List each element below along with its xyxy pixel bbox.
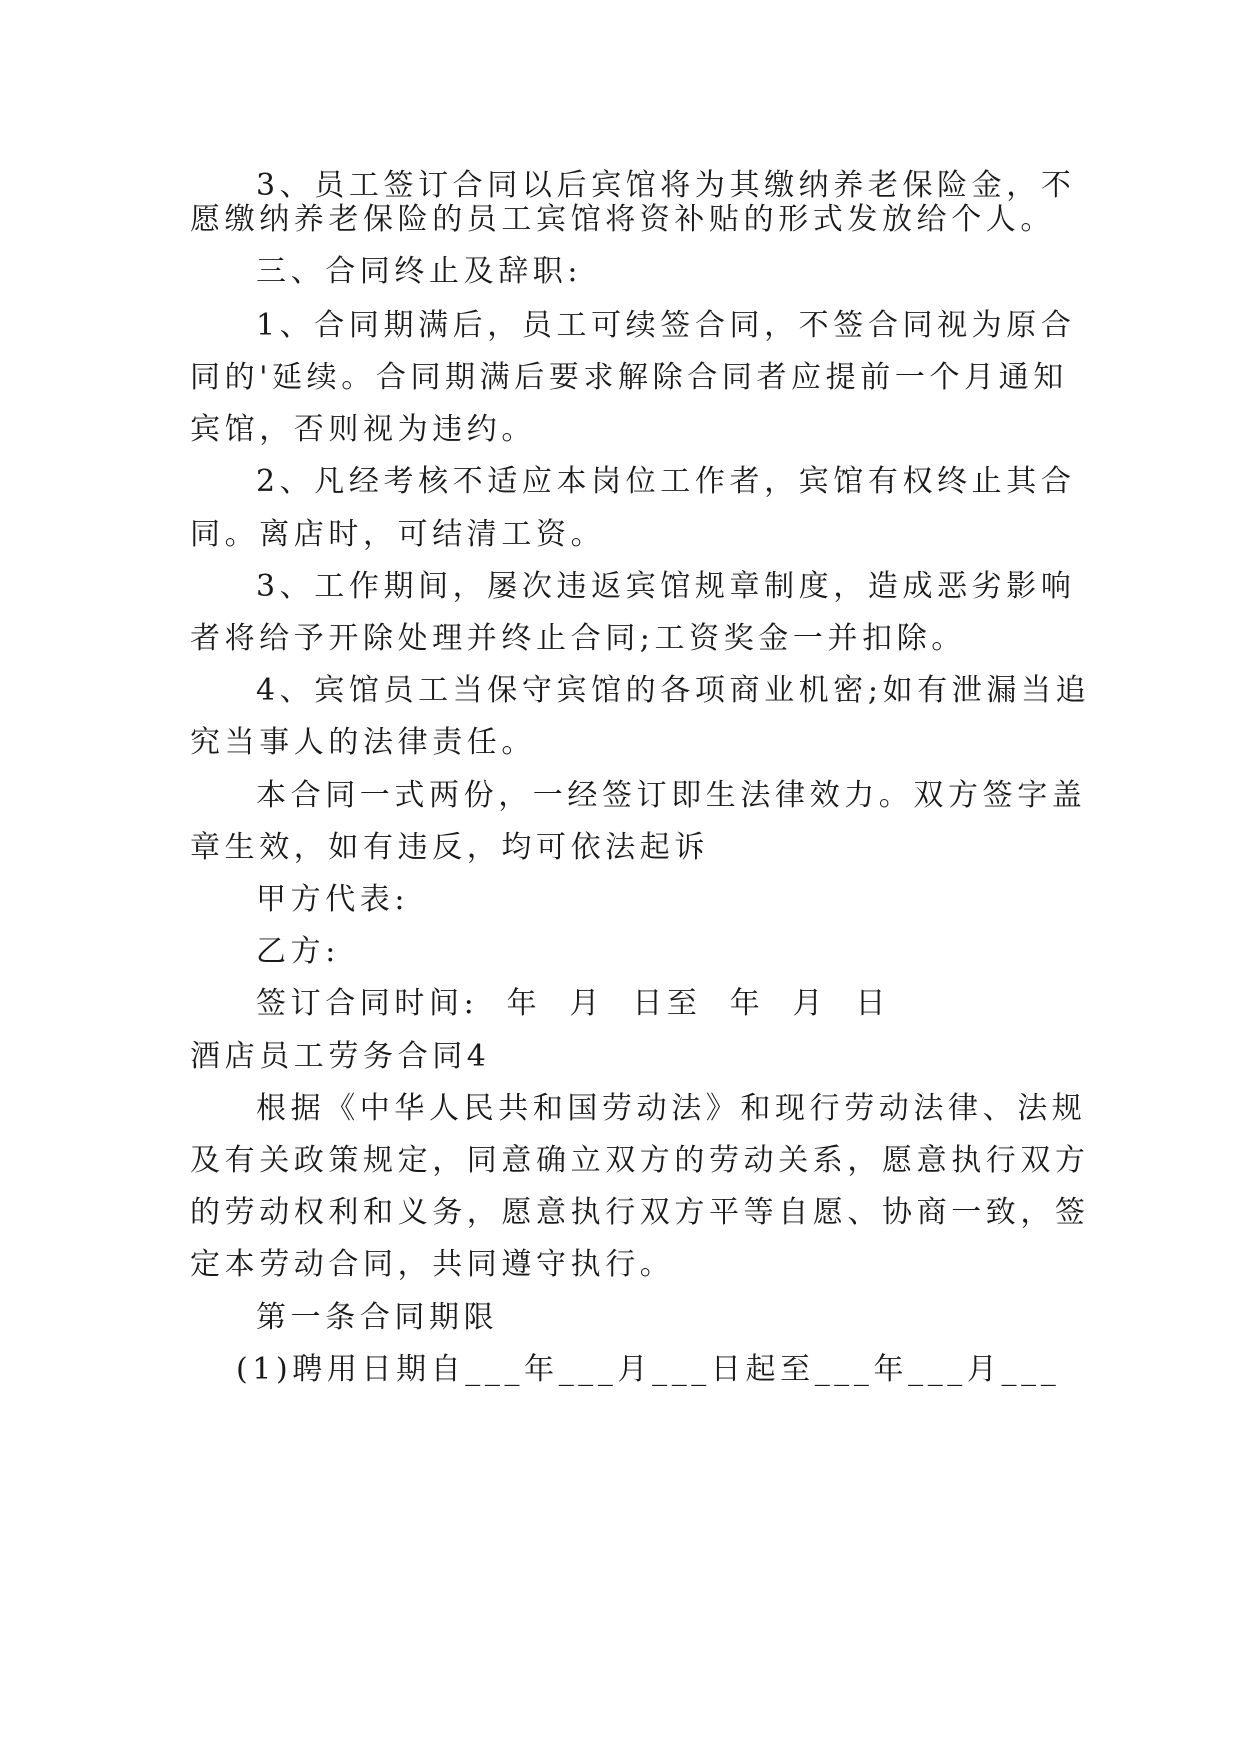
paragraph-line: 及有关政策规定，同意确立双方的劳动关系，愿意执行双方 (190, 1143, 1090, 1178)
paragraph-line: 宾馆，否则视为违约。 (190, 412, 536, 447)
paragraph-line: 2、凡经考核不适应本岗位工作者，宾馆有权终止其合 (256, 464, 1076, 499)
paragraph-line: 究当事人的法律责任。 (190, 725, 536, 760)
paragraph-line: 3、员工签订合同以后宾馆将为其缴纳养老保险金，不 (256, 168, 1076, 203)
paragraph-line: 愿缴纳养老保险的员工宾馆将资补贴的形式发放给个人。 (190, 202, 1055, 237)
paragraph-line: 本合同一式两份，一经签订即生法律效力。双方签字盖 (256, 778, 1087, 813)
contract-title: 酒店员工劳务合同4 (190, 1039, 491, 1074)
paragraph-line: 根据《中华人民共和国劳动法》和现行劳动法律、法规 (256, 1091, 1087, 1126)
signature-party-a: 甲方代表: (256, 882, 410, 917)
term-line: (1)聘用日期自___年___月___日起至___年___月___ (236, 1352, 1061, 1387)
paragraph-line: 的劳动权利和义务，愿意执行双方平等自愿、协商一致，签 (190, 1195, 1090, 1230)
paragraph-line: 1、合同期满后，员工可续签合同，不签合同视为原合 (256, 308, 1076, 343)
article-heading: 第一条合同期限 (256, 1300, 499, 1335)
signing-date: 签订合同时间: 年 月 日至 年 月 日 (256, 986, 891, 1021)
paragraph-line: 定本劳动合同，共同遵守执行。 (190, 1247, 675, 1282)
signature-party-b: 乙方: (256, 934, 340, 969)
paragraph-line: 4、宾馆员工当保守宾馆的各项商业机密;如有泄漏当追 (256, 673, 1091, 708)
section-heading: 三、合同终止及辞职: (256, 254, 583, 289)
paragraph-line: 同。离店时，可结清工资。 (190, 517, 606, 552)
paragraph-line: 3、工作期间，屡次违返宾馆规章制度，造成恶劣影响 (256, 569, 1076, 604)
paragraph-line: 者将给予开除处理并终止合同;工资奖金一并扣除。 (190, 621, 966, 656)
paragraph-line: 章生效，如有违反，均可依法起诉 (190, 830, 709, 865)
paragraph-line: 同的'延续。合同期满后要求解除合同者应提前一个月通知 (190, 360, 1068, 395)
